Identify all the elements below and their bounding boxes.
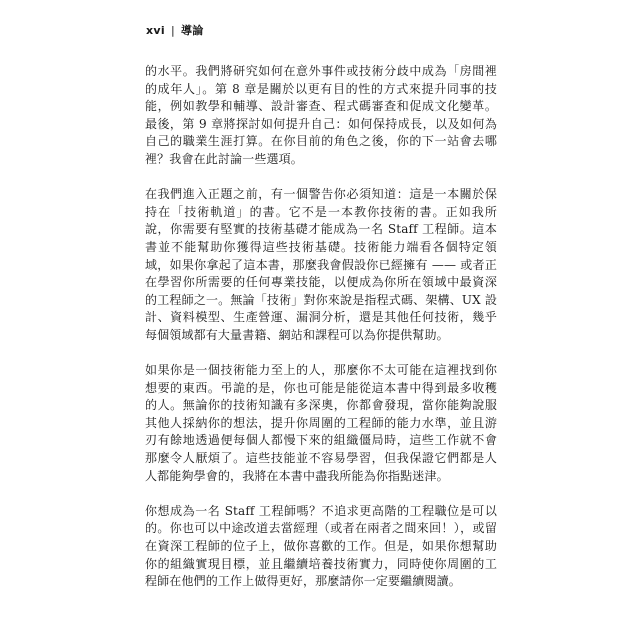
paragraph: 如果你是一個技術能力至上的人，那麼你不太可能在這裡找到你想要的東西。弔詭的是，你也可能是能從這本書中得到最多收穫的人。無論你的技術知識有多深奧，你都會發現，當你能夠說服其他人採納你的想法，提升你周圍的工程師的能力水準，並且游刃有餘地透過便每個人都慢下來的組織僵局時，這些工作就不會那麼令人厭煩了。這些技能並不容易學習，但我保證它們都是人人都能夠學會的，我將在本書中盡我所能為你指點迷津。 bbox=[145, 363, 497, 483]
paragraph: 你想成為一名 Staff 工程師嗎？不追求更高階的工程職位是可以的。你也可以中途改道去當經理（或者在兩者之間來回！），或留在資深工程師的位子上，做你喜歡的工作。但是，如果你想幫助你的組織實現目標，並且繼續培養技術實力，同時使你周圍的工程師在他們的工作上做得更好，那麼請你一定要繼續閱讀。 bbox=[145, 503, 497, 589]
header-separator: | bbox=[170, 24, 175, 37]
paragraph: 的水平。我們將研究如何在意外事件或技術分歧中成為「房間裡的成年人」。第 8 章是關於以更有目的性的方式來提升同事的技能，例如教學和輔導、設計審查、程式碼審查和促成文化變革。最後，第 9 章將探討如何提升自己：如何保持成長，以及如何為自己的職業生涯打算。在你目前的角色之後，你的下一站會去哪裡？我會在此討論一些選項。 bbox=[145, 64, 497, 166]
page-number: xvi bbox=[146, 24, 165, 37]
paragraph: 在我們進入正題之前，有一個警告你必須知道：這是一本關於保持在「技術軌道」的書。它不是一本教你技術的書。正如我所說，你需要有堅實的技術基礎才能成為一名 Staff 工程師。這本書並不能幫助你獲得這些技術基礎。技術能力端看各個特定領域，如果你拿起了這本書，那麼我會假設你已經擁有 —— 或者正在學習你所需要的任何專業技能，以便成為你所在領域中最資深的工程師之一。無論「技術」對你來說是指程式碼、架構、UX 設計、資料模型、生產營運、漏洞分析，還是其他任何技術，幾乎每個領域都有大量書籍、網站和課程可以為你提供幫助。 bbox=[145, 187, 497, 342]
running-header bbox=[146, 22, 204, 38]
body-text bbox=[145, 63, 497, 608]
chapter-title: 導論 bbox=[180, 24, 204, 37]
